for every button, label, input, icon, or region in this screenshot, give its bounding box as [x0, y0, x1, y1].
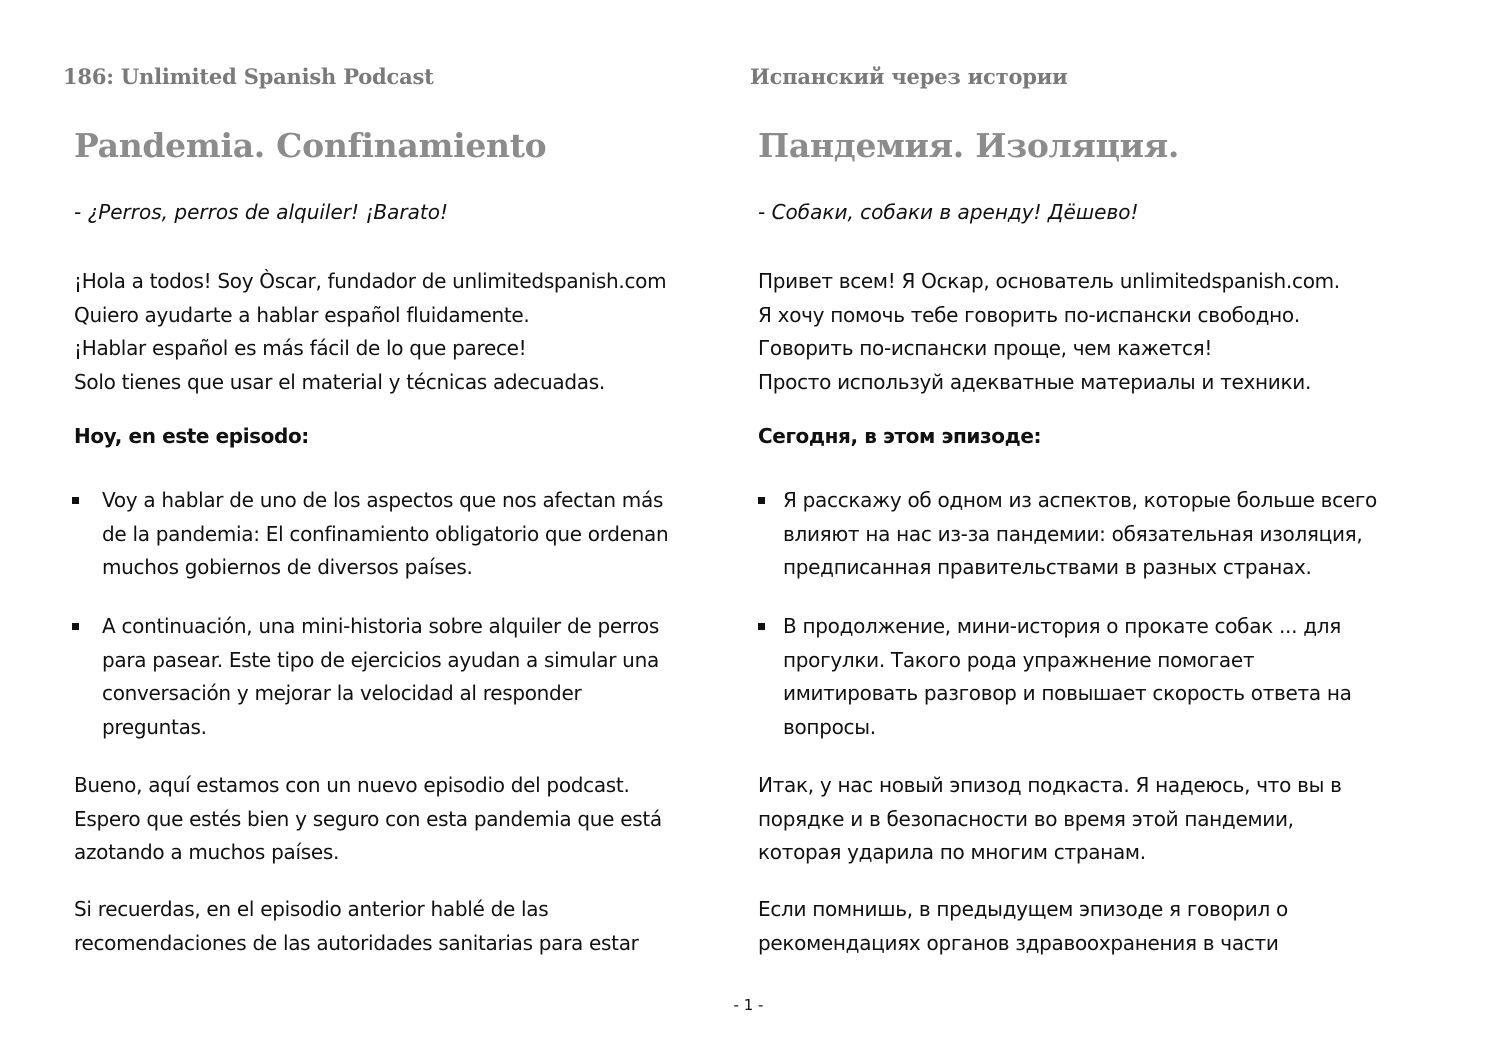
- series-header: Испанский через истории: [750, 64, 1068, 89]
- intro-line: ¡Hola a todos! Soy Òscar, fundador de unlimitedspanish.com: [74, 269, 667, 293]
- bullet-line: para pasear. Este tipo de ejercicios ayudan a simular una: [102, 647, 659, 672]
- body-paragraph: [74, 893, 639, 960]
- body-paragraph: [74, 769, 662, 870]
- paragraph-line: Bueno, aquí estamos con un nuevo episodio del podcast.: [74, 773, 630, 797]
- page-number: - 1 -: [733, 996, 764, 1014]
- paragraph-line: recomendaciones de las autoridades sanitarias para estar: [74, 930, 639, 955]
- opening-quote-translation: - Собаки, собаки в аренду! Дёшево!: [758, 200, 1139, 224]
- intro-line: ¡Hablar español es más fácil de lo que parece!: [74, 336, 527, 360]
- bullet-line: В продолжение, мини-история о прокате собак ... для: [783, 614, 1341, 638]
- square-bullet-icon: [758, 623, 765, 630]
- bullet-line: conversación y mejorar la velocidad al responder: [102, 681, 582, 705]
- bullet-line: предписанная правительствами в разных странах.: [783, 555, 1312, 579]
- opening-quote: - ¿Perros, perros de alquiler! ¡Barato!: [74, 200, 448, 224]
- body-paragraph-translation: [758, 893, 1288, 960]
- bullet-line: прогулки. Такого рода упражнение помогает: [783, 647, 1255, 672]
- paragraph-line: azotando a muchos países.: [74, 840, 340, 864]
- episode-subheading: Hoy, en este episodo:: [74, 424, 309, 448]
- square-bullet-icon: [72, 497, 79, 504]
- paragraph-line: Если помнишь, в предыдущем эпизоде я говорил о: [758, 897, 1288, 921]
- episode-title: Pandemia. Confinamiento: [74, 126, 547, 165]
- intro-line: Solo tienes que usar el material y técnicas adecuadas.: [74, 369, 605, 394]
- square-bullet-icon: [72, 623, 79, 630]
- episode-subheading-translation: Сегодня, в этом эпизоде:: [758, 424, 1042, 448]
- paragraph-line: которая ударила по многим странам.: [758, 840, 1146, 864]
- bullet-line: muchos gobiernos de diversos países.: [102, 555, 473, 579]
- bullet-line: Voy a hablar de uno de los aspectos que nos afectan más: [102, 488, 664, 512]
- intro-line: Quiero ayudarte a hablar español fluidamente.: [74, 302, 530, 327]
- bullet-line: имитировать разговор и повышает скорость ответа на: [783, 681, 1352, 705]
- square-bullet-icon: [758, 497, 765, 504]
- bullet-line: A continuación, una mini-historia sobre alquiler de perros: [102, 614, 659, 638]
- intro-line: Привет всем! Я Оскар, основатель unlimitedspanish.com.: [758, 269, 1340, 293]
- intro-line: Просто используй адекватные материалы и техники.: [758, 369, 1312, 394]
- podcast-header: 186: Unlimited Spanish Podcast: [63, 64, 434, 89]
- paragraph-line: порядке и в безопасности во время этой пандемии,: [758, 806, 1294, 831]
- body-paragraph-translation: [758, 769, 1342, 870]
- bullet-line: de la pandemia: El confinamiento obligatorio que ordenan: [102, 521, 669, 546]
- bullet-line: влияют на нас из-за пандемии: обязательная изоляция,: [783, 521, 1363, 546]
- bullet-line: preguntas.: [102, 714, 207, 739]
- intro-line: Я хочу помочь тебе говорить по-испански свободно.: [758, 302, 1300, 327]
- bullet-line: вопросы.: [783, 714, 876, 739]
- intro-line: Говорить по-испански проще, чем кажется!: [758, 336, 1213, 360]
- intro-paragraph-translation: [758, 265, 1340, 399]
- paragraph-line: Si recuerdas, en el episodio anterior hablé de las: [74, 897, 549, 921]
- intro-paragraph: [74, 265, 666, 399]
- paragraph-line: рекомендациях органов здравоохранения в части: [758, 930, 1279, 955]
- paragraph-line: Итак, у нас новый эпизод подкаста. Я надеюсь, что вы в: [758, 773, 1342, 797]
- paragraph-line: Espero que estés bien y seguro con esta pandemia que está: [74, 806, 662, 831]
- bullet-line: Я расскажу об одном из аспектов, которые больше всего: [783, 488, 1377, 512]
- episode-title-translation: Пандемия. Изоляция.: [758, 126, 1180, 165]
